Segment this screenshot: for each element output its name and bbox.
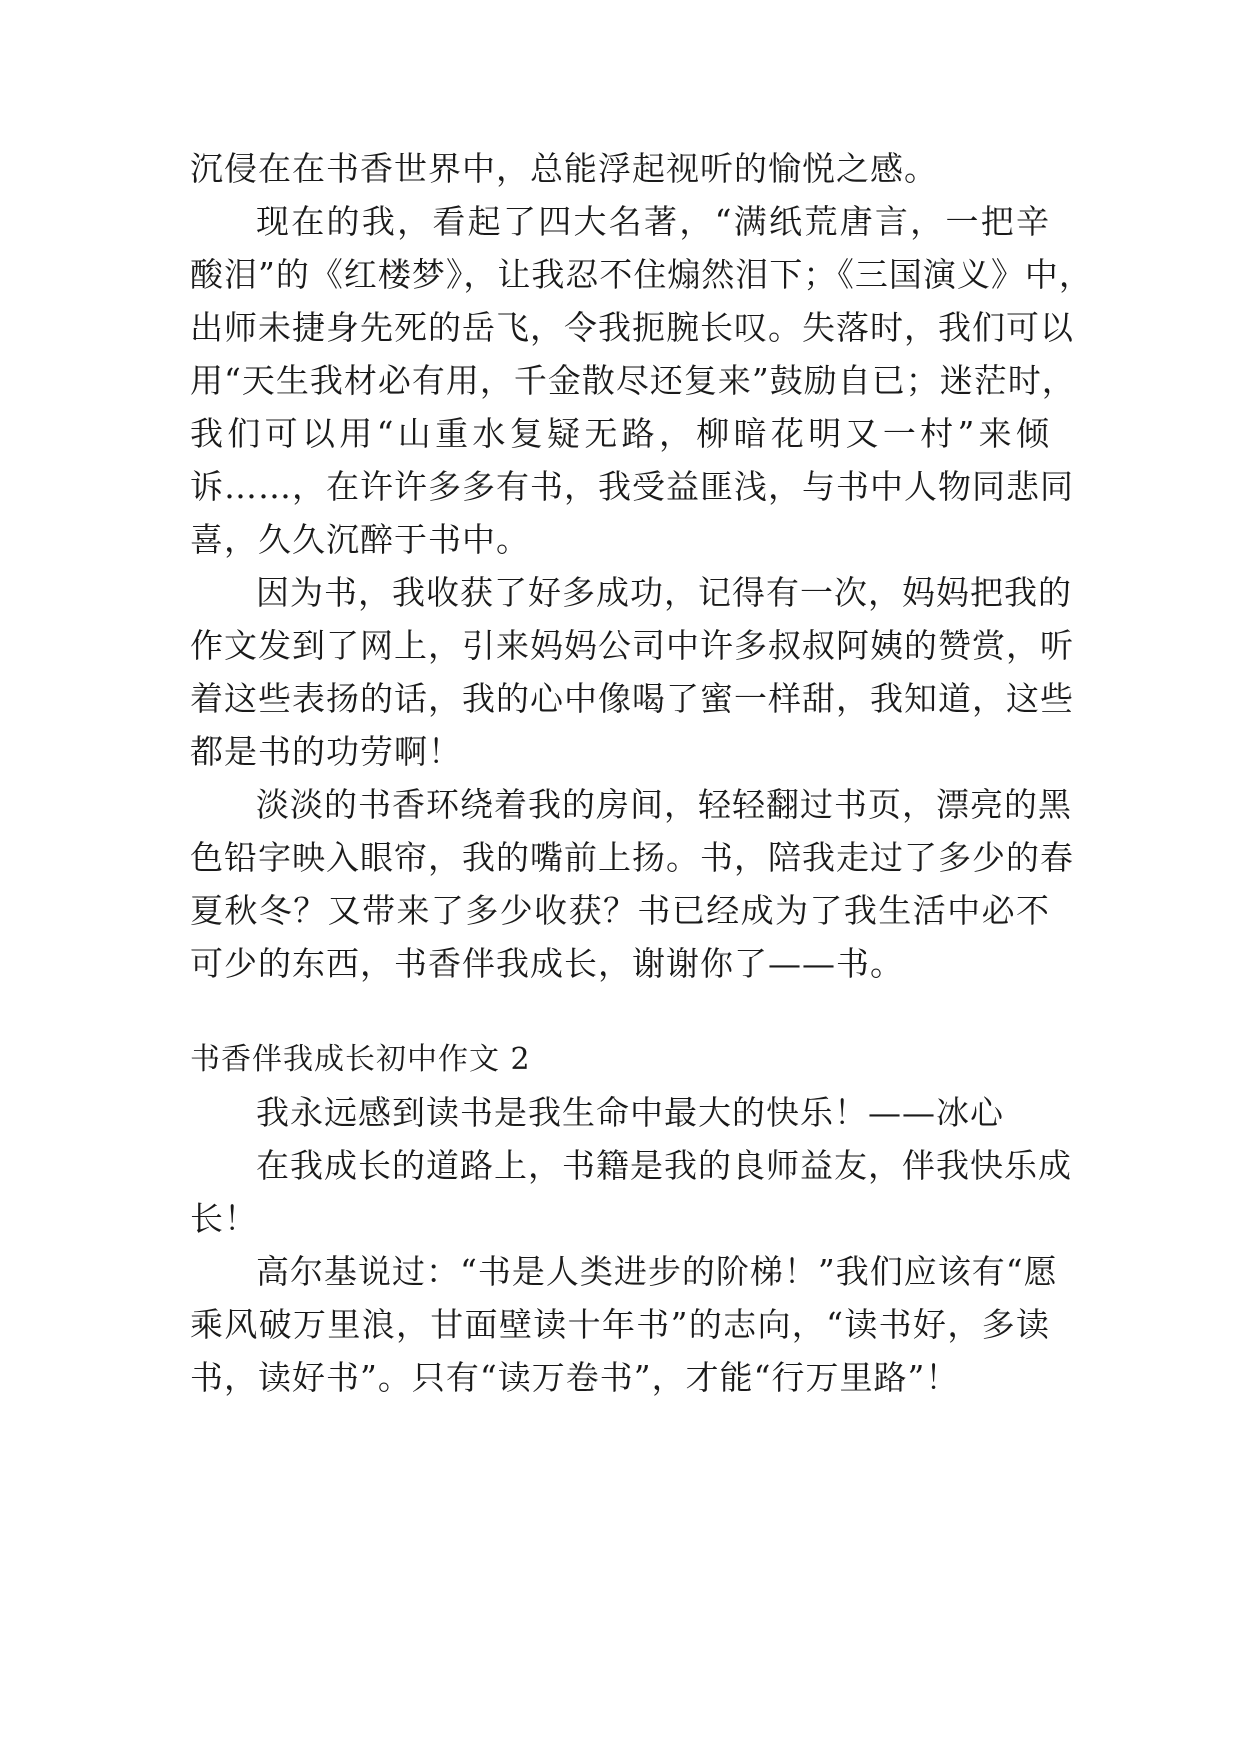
essay1-line-3: 酸泪”的《红楼梦》，让我忍不住煽然泪下；《三国演义》中， <box>190 255 1093 294</box>
essay1-line-14: 色铅字映入眼帘，我的嘴前上扬。书，陪我走过了多少的春 <box>190 838 1074 877</box>
essay2-line-3: 长！ <box>190 1199 258 1238</box>
essay2-line-2: 在我成长的道路上，书籍是我的良师益友，伴我快乐成 <box>256 1146 1072 1185</box>
essay2-line-5: 乘风破万里浪，甘面壁读十年书”的志向，“读书好，多读 <box>190 1305 1050 1344</box>
essay1-line-9: 因为书，我收获了好多成功，记得有一次，妈妈把我的 <box>256 573 1072 612</box>
essay2-line-1: 我永远感到读书是我生命中最大的快乐！——冰心 <box>256 1093 1004 1132</box>
essay1-line-11: 着这些表扬的话，我的心中像喝了蜜一样甜，我知道，这些 <box>190 679 1074 718</box>
essay1-line-4: 出师未捷身先死的岳飞，令我扼腕长叹。失落时，我们可以 <box>190 308 1074 347</box>
essay1-line-8: 喜，久久沉醉于书中。 <box>190 520 530 559</box>
essay2-title: 书香伴我成长初中作文 2 <box>190 1042 531 1077</box>
essay1-line-10: 作文发到了网上，引来妈妈公司中许多叔叔阿姨的赞赏，听 <box>190 626 1074 665</box>
essay1-line-1: 沉侵在在书香世界中，总能浮起视听的愉悦之感。 <box>190 149 938 188</box>
essay1-line-16: 可少的东西，书香伴我成长，谢谢你了——书。 <box>190 944 904 983</box>
essay1-line-12: 都是书的功劳啊！ <box>190 732 462 771</box>
essay1-line-7: 诉……，在许许多多有书，我受益匪浅，与书中人物同悲同 <box>190 467 1074 506</box>
essay2-line-4: 高尔基说过：“书是人类进步的阶梯！”我们应该有“愿 <box>256 1252 1058 1291</box>
essay1-line-2: 现在的我，看起了四大名著，“满纸荒唐言，一把辛 <box>256 202 1050 241</box>
essay1-line-15: 夏秋冬？又带来了多少收获？书已经成为了我生活中必不 <box>190 891 1050 930</box>
essay2-line-6: 书，读好书”。只有“读万卷书”，才能“行万里路”！ <box>190 1358 960 1397</box>
essay1-line-5: 用“天生我材必有用，千金散尽还复来”鼓励自已；迷茫时， <box>190 361 1076 400</box>
essay1-line-6: 我们可以用“山重水复疑无路，柳暗花明又一村”来倾 <box>190 414 1050 453</box>
essay1-line-13: 淡淡的书香环绕着我的房间，轻轻翻过书页，漂亮的黑 <box>256 785 1072 824</box>
